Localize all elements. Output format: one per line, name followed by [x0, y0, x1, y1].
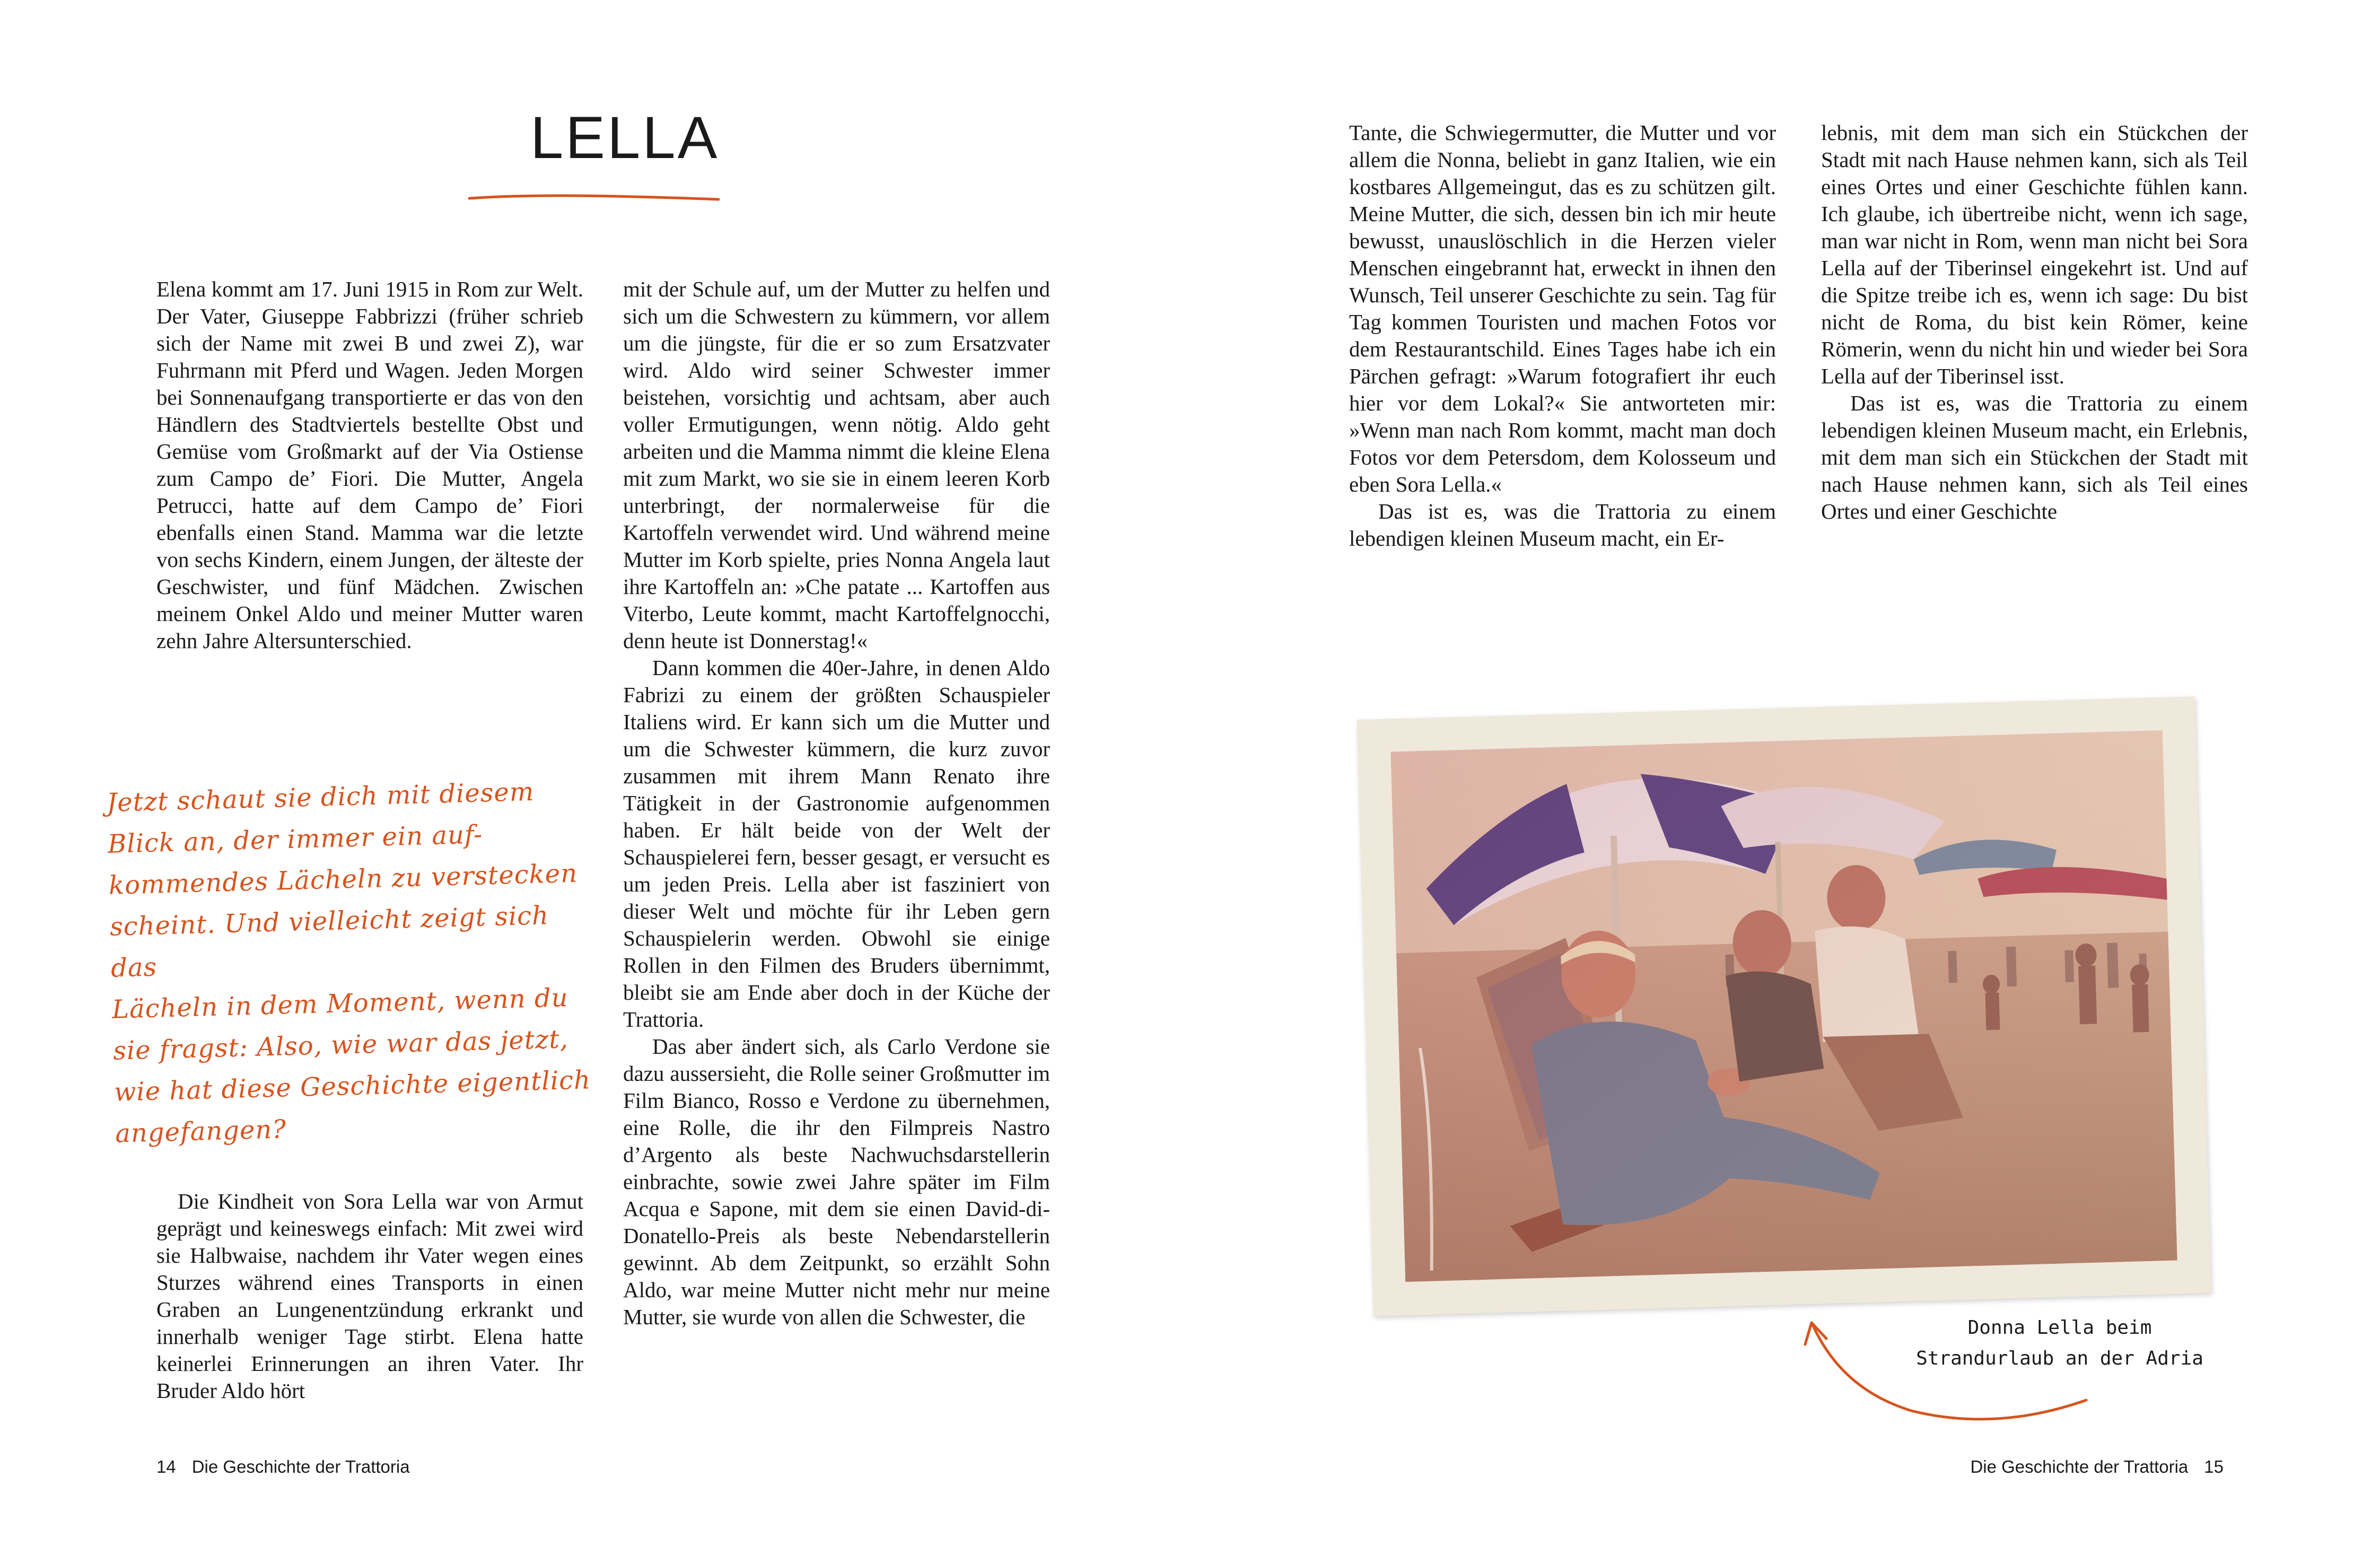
handwritten-line: wie hat diese Geschichte eigentlich — [113, 1065, 591, 1107]
handwritten-line: scheint. Und vielleicht zeigt sich das — [109, 901, 549, 983]
handwritten-line: Lächeln in dem Moment, wenn du — [111, 983, 569, 1025]
paragraph: Dann kommen die 40er-Jahre, in denen Aldo Fabrizi zu einem der größten Schauspieler Italiens wird. Er kann sich um die Mutter und um die Schwester kümmern, die kurz zuvor zusammen mit ihrem Mann Renato ihre Tätigkeit in der Gastronomie aufgenommen haben. Er hält beide von der Welt der Schauspielerei fern, besser gesagt, er versucht es um jeden Preis. Lella aber ist fasziniert von dieser Welt und möchte für ihr Leben gern Schauspielerin werden. Obwohl sie einige Rollen in den Filmen des Bruders übernimmt, bleibt sie am Ende aber doch in der Küche der Trattoria. — [623, 655, 1050, 1032]
right-page-footer — [1970, 1457, 2224, 1477]
chapter-title: LELLA — [530, 104, 720, 171]
handwritten-line: Jetzt schaut sie dich mit diesem — [106, 776, 535, 818]
paragraph: lebnis, mit dem man sich ein Stückchen der Stadt mit nach Hause nehmen kann, sich als Teil eines Ortes und einer Geschichte fühlen kann. Ich glaube, ich übertreibe nicht, wenn ich sage, man war nicht in Rom, wenn man nicht bei Sora Lella auf der Tiberinsel eingekehrt ist. Und auf die Spitze treibe ich es, wenn ich sage: Du bist nicht de Roma, du bist kein Römer, keine Römerin, wenn du nicht hin und wieder bei Sora Lella auf der Tiberinsel isst. — [1821, 120, 2248, 388]
paragraph: Das ist es, was die Trattoria zu einem lebendigen kleinen Museum macht, ein Erlebnis, mit dem man sich ein Stückchen der Stadt mit nach Hause nehmen kann, sich als Teil eines Ortes und einer Geschichte — [1821, 391, 2248, 523]
beach-photo — [1390, 730, 2177, 1282]
right-column-2 — [1821, 119, 2248, 525]
handwritten-line: sie fragst: Also, wie war das jetzt, — [112, 1024, 569, 1066]
paragraph: Das aber ändert sich, als Carlo Verdone sie dazu aussersieht, die Rolle seiner Großmutter im Film Bianco, Rosso e Verdone zu übernehmen, eine Rolle, die ihr den Filmpreis Nastro d’Argento als beste Nachwuchsdarstellerin einbrachte, sowie zwei Jahre später im Film Acqua e Sapone, mit dem sie einen David-di-Donatello-Preis als beste Nebendarstellerin gewinnt. Ab dem Zeitpunkt, so erzählt Sohn Aldo, war meine Mutter nicht mehr nur meine Mutter, sie wurde von allen die Schwester, die — [623, 1034, 1050, 1329]
right-page — [1190, 0, 2380, 1547]
photo-caption — [1895, 1313, 2224, 1374]
page-number: 14 — [156, 1457, 176, 1476]
right-column-1 — [1349, 119, 1776, 552]
running-footer: Die Geschichte der Trattoria — [1970, 1457, 2189, 1476]
running-footer: Die Geschichte der Trattoria — [191, 1457, 410, 1476]
paragraph: Die Kindheit von Sora Lella war von Armut geprägt und keineswegs einfach: Mit zwei wird sie Halbwaise, nachdem ihr Vater wegen eines Sturzes während eines Transports in einen Graben an Lungenentzündung erkrankt und innerhalb weniger Tage stirbt. Elena hatte keinerlei Erinnerungen an ihren Vater. Ihr Bruder Aldo hört — [156, 1189, 583, 1403]
paragraph: Das ist es, was die Trattoria zu einem lebendigen kleinen Museum macht, ein Er- — [1349, 499, 1776, 550]
caption-line: Strandurlaub an der Adria — [1916, 1348, 2203, 1369]
title-underline — [467, 187, 721, 208]
handwritten-line: kommendes Lächeln zu verstecken — [108, 858, 578, 901]
vintage-photo-frame — [1357, 696, 2211, 1316]
handwritten-line: angefangen? — [115, 1114, 287, 1149]
paragraph: mit der Schule auf, um der Mutter zu helfen und sich um die Schwestern zu kümmern, vor allem um die jüngste, für die er so zum Ersatzvater wird. Aldo wird seiner Schwester immer beistehen, vorsichtig und achtsam, aber auch voller Ermutigungen, wenn nötig. Aldo geht arbeiten und die Mamma nimmt die kleine Elena mit zum Markt, wo sie sie in einem leeren Korb unterbringt, der normalerweise für die Kartoffeln verwendet wird. Und während meine Mutter im Korb spielte, pries Nonna Angela laut ihre Kartoffeln an: »Che patate ... Kartoffen aus Viterbo, Leute kommt, macht Kartoffelgnocchi, denn heute ist Donnerstag!« — [623, 277, 1050, 653]
page-number: 15 — [2204, 1457, 2224, 1476]
paragraph: Tante, die Schwiegermutter, die Mutter und vor allem die Nonna, beliebt in ganz Italien, wie ein kostbares Allgemeingut, das es zu schützen gilt. Meine Mutter, die sich, dessen bin ich mir heute bewusst, unauslöschlich in die Herzen vieler Menschen eingebrannt hat, erweckt in ihnen den Wunsch, Teil unserer Geschichte zu sein. Tag für Tag kommen Touristen und machen Fotos vor dem Restaurantschild. Eines Tages habe ich ein Pärchen gefragt: »Warum fotografiert ihr euch hier vor dem Lokal?« Sie antworteten mir: »Wenn man nach Rom kommt, macht man doch Fotos vor dem Petersdom, dem Kolosseum und eben Sora Lella.« — [1349, 120, 1776, 496]
left-column-1-top — [156, 276, 583, 654]
handwritten-note — [106, 770, 593, 1154]
left-page-footer — [156, 1457, 410, 1477]
paragraph: Elena kommt am 17. Juni 1915 in Rom zur Welt. Der Vater, Giuseppe Fabbrizzi (früher schrieb sich der Name mit zwei B und zwei Z), war Fuhrmann mit Pferd und Wagen. Jeden Morgen bei Sonnenaufgang transportierte er das von den Händlern des Stadtviertels bestellte Obst und Gemüse vom Großmarkt auf der Via Ostiense zum Campo de’ Fiori. Die Mutter, Angela Petrucci, hatte auf dem Campo de’ Fiori ebenfalls einen Stand. Mamma war die letzte von sechs Kindern, einem Jungen, der älteste der Geschwister, und fünf Mädchen. Zwischen meinem Onkel Aldo und meiner Mutter waren zehn Jahre Altersunterschied. — [156, 277, 583, 653]
caption-line: Donna Lella beim — [1967, 1317, 2152, 1339]
left-column-1-bottom — [156, 1188, 583, 1404]
left-column-2 — [623, 276, 1050, 1331]
handwritten-line: Blick an, der immer ein auf- — [107, 819, 483, 859]
